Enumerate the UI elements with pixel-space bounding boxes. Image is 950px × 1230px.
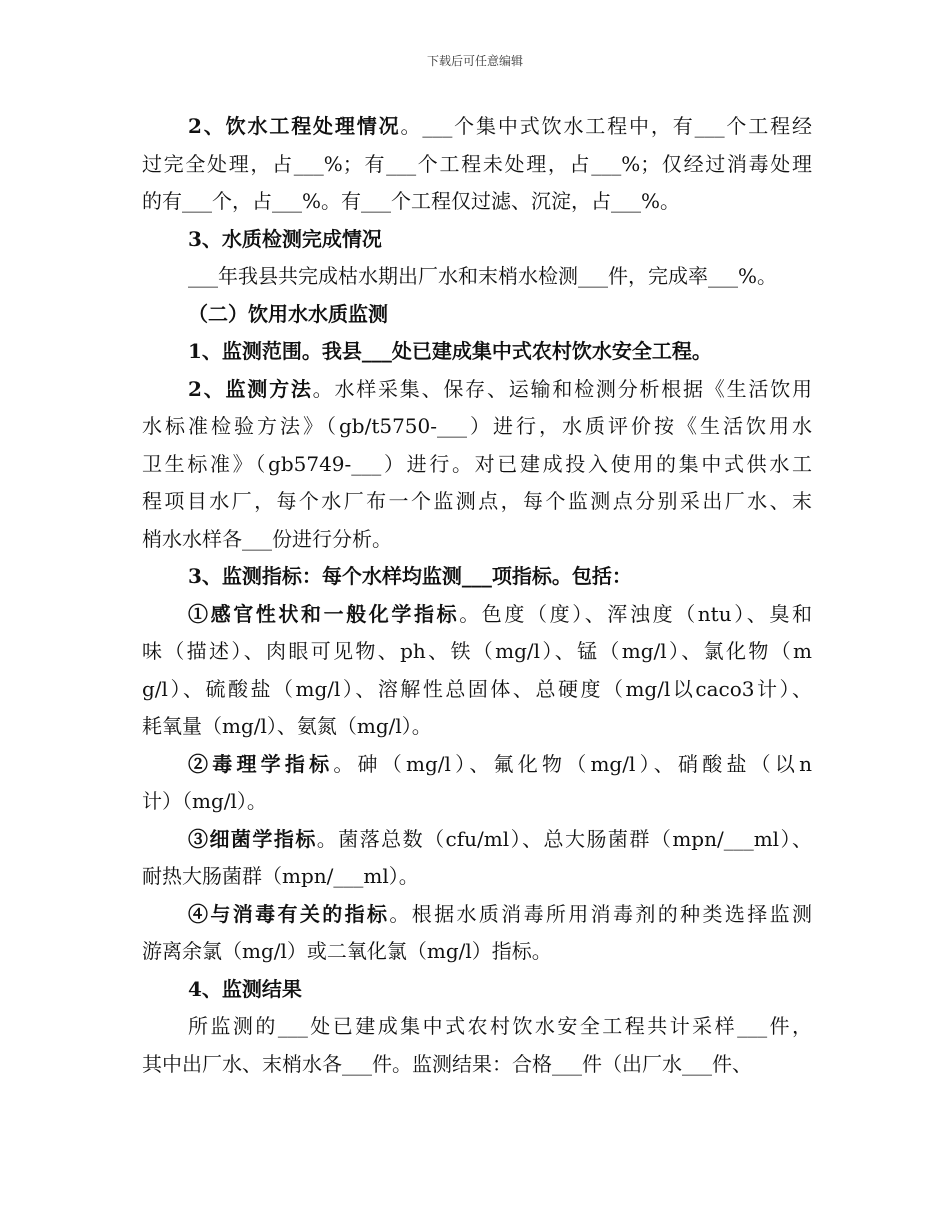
body-text: 程项目水厂，每个水厂布一个监测点，每个监测点分别采出厂水、末	[142, 489, 812, 513]
bold-heading-text: 4、监测结果	[188, 976, 302, 1001]
bold-heading-text: ②毒理学指标	[188, 751, 334, 776]
bold-heading-text: 3、水质检测完成情况	[188, 226, 382, 251]
text-line-l24	[142, 971, 812, 1009]
text-line-l21	[142, 858, 812, 896]
text-line-l05	[142, 258, 812, 296]
body-text: 其中出厂水、末梢水各___件。监测结果：合格___件（出厂水___件、	[142, 1051, 752, 1076]
text-line-l20	[142, 821, 812, 859]
text-line-l16	[142, 671, 812, 709]
body-text: 。色度（度）、浑浊度（ntu）、臭和	[459, 601, 812, 626]
page-header: 下载后可任意编辑	[426, 54, 523, 68]
text-line-l09	[142, 408, 812, 446]
bold-heading-text: （二）饮用水水质监测	[188, 301, 388, 326]
body-text: 。根据水质消毒所用消毒剂的种类选择监测	[389, 901, 813, 926]
body-text: 的有___个，占___%。有___个工程仅过滤、沉淀，占___%。	[142, 189, 681, 213]
body-text: 耗氧量（mg/l）、氨氮（mg/l）。	[142, 714, 432, 738]
text-line-l08	[142, 371, 812, 409]
body-text: 过完全处理，占___%；有___个工程未处理，占___%；仅经过消毒处理	[142, 151, 812, 176]
body-text: 。菌落总数（cfu/ml）、总大肠菌群（mpn/___ml）、	[316, 826, 812, 851]
body-text: 耐热大肠菌群（mpn/___ml）。	[142, 864, 419, 888]
text-line-l12	[142, 521, 812, 559]
text-line-l18	[142, 746, 812, 784]
body-text: g/l）、硫酸盐（mg/l）、溶解性总固体、总硬度（mg/l以caco3计）、	[142, 676, 812, 701]
body-text: 梢水水样各___份进行分析。	[142, 526, 392, 551]
text-line-l01	[142, 108, 812, 146]
text-line-l13	[142, 558, 812, 596]
text-line-l14	[142, 596, 812, 634]
body-text: 卫生标准》（gb5749-___）进行。对已建成投入使用的集中式供水工	[142, 451, 812, 476]
bold-heading-text: 3、监测指标：每个水样均监测___项指标。包括：	[188, 564, 632, 588]
bold-heading-text: ③细菌学指标	[188, 826, 317, 851]
body-text: 。___个集中式饮水工程中，有___个工程经	[400, 114, 812, 138]
text-line-l02	[142, 146, 812, 184]
document-body	[142, 108, 812, 1083]
body-text: 计）（mg/l）。	[142, 789, 267, 813]
body-text: 水标准检验方法》（gb/t5750-___）进行，水质评价按《生活饮用水	[142, 414, 812, 438]
body-text: ___年我县共完成枯水期出厂水和末梢水检测___件，完成率___%。	[188, 264, 778, 288]
text-line-l11	[142, 483, 812, 521]
text-line-l15	[142, 633, 812, 671]
text-line-l23	[142, 933, 812, 971]
text-line-l10	[142, 446, 812, 484]
text-line-l26	[142, 1046, 812, 1084]
text-line-l06	[142, 296, 812, 334]
bold-heading-text: 2、饮水工程处理情况	[188, 114, 401, 138]
body-text: 所监测的___处已建成集中式农村饮水安全工程共计采样___件，	[188, 1014, 812, 1038]
text-line-l19	[142, 783, 812, 821]
bold-heading-text: 2、监测方法	[188, 376, 313, 401]
body-text: 味（描述）、肉眼可见物、ph、铁（mg/l）、锰（mg/l）、氯化物（m	[142, 639, 812, 663]
body-text: 游离余氯（mg/l）或二氧化氯（mg/l）指标。	[142, 939, 552, 963]
text-line-l04	[142, 221, 812, 259]
bold-heading-text: ①感官性状和一般化学指标	[188, 601, 460, 626]
bold-heading-text: ④与消毒有关的指标	[188, 901, 390, 926]
text-line-l22	[142, 896, 812, 934]
body-text: 。水样采集、保存、运输和检测分析根据《生活饮用	[312, 376, 813, 401]
body-text: 。砷（mg/l）、氟化物（mg/l）、硝酸盐（以n	[333, 751, 812, 776]
text-line-l07	[142, 333, 812, 371]
bold-heading-text: 1、监测范围。我县___处已建成集中式农村饮水安全工程。	[188, 339, 712, 363]
text-line-l03	[142, 183, 812, 221]
text-line-l17	[142, 708, 812, 746]
text-line-l25	[142, 1008, 812, 1046]
